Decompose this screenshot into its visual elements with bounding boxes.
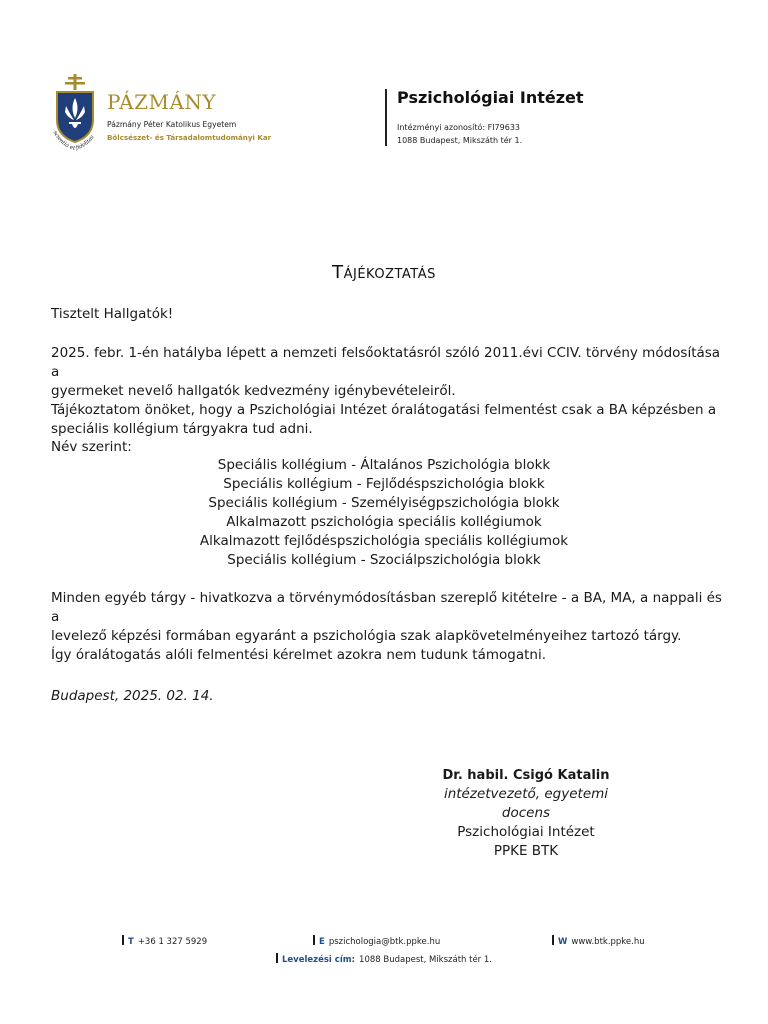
logo-motto: scientia et fidelitas [51,130,96,152]
footer-divider [122,935,124,945]
signatory-org: PPKE BTK [493,843,559,859]
course-item: Speciális kollégium - Fejlődéspszichológia blokk [223,476,545,492]
footer-divider [552,935,554,945]
course-item: Speciális kollégium - Általános Pszichológia blokk [217,457,551,473]
logo-wordmark: PÁZMÁNY [107,90,217,114]
signatory-institute: Pszichológiai Intézet [457,824,595,840]
footer-email [313,935,440,947]
document-title [0,262,768,283]
paragraph-1-line: Tájékoztatom önöket, hogy a Pszichológiai Intézet óralátogatási felmentést csak a BA képzésben a [51,402,717,418]
header-divider [385,89,387,146]
signature-block [426,766,626,861]
document-date: Budapest, 2025. 02. 14. [51,688,214,704]
logo-university: Pázmány Péter Katolikus Egyetem [107,120,237,129]
course-item: Speciális kollégium - Szociálpszichológia blokk [227,552,541,568]
course-list [0,456,768,570]
footer-phone [122,935,207,947]
institute-address: 1088 Budapest, Mikszáth tér 1. [397,136,523,145]
paragraph-1-line: gyermeket nevelő hallgatók kedvezmény igénybevételeiről. [51,383,456,399]
footer-divider [313,935,315,945]
university-logo [48,72,273,152]
title-rest: ÁJÉKOZTATÁS [343,267,436,282]
footer-mail-address [276,953,492,965]
course-item: Speciális kollégium - Személyiségpszichológia blokk [208,495,560,511]
signatory-name: Dr. habil. Csigó Katalin [442,768,610,783]
footer-divider [276,953,278,963]
university-crest-icon [48,72,108,152]
paragraph-2 [51,589,731,665]
title-initial: T [332,262,344,283]
footer-web [552,935,645,947]
course-item: Alkalmazott fejlődéspszichológia speciális kollégiumok [199,533,569,549]
paragraph-2-line: Így óralátogatás alóli felmentési kérelmet azokra nem tudunk támogatni. [51,647,546,663]
logo-faculty: Bölcsészet- és Társadalomtudományi Kar [107,133,272,142]
phone-key: T [128,937,134,947]
email-key: E [319,937,325,947]
greeting: Tisztelt Hallgatók! [51,306,174,322]
mail-address: 1088 Budapest, Mikszáth tér 1. [359,955,492,965]
paragraph-2-line: Minden egyéb tárgy - hivatkozva a törvénymódosításban szereplő kitételre - a BA, MA, a nappali és a [51,590,722,625]
mail-key: Levelezési cím: [282,955,356,965]
course-item: Alkalmazott pszichológia speciális kollégiumok [226,514,542,530]
institute-id: Intézményi azonosító: FI79633 [397,123,521,132]
phone-number: +36 1 327 5929 [137,937,208,947]
paragraph-1-line: speciális kollégium tárgyakra tud adni. [51,421,313,437]
institute-title: Pszichológiai Intézet [397,88,584,107]
paragraph-1 [51,344,731,439]
web-key: W [558,937,568,947]
by-name-label: Név szerint: [51,439,132,455]
paragraph-1-line: 2025. febr. 1-én hatályba lépett a nemzeti felsőoktatásról szóló 2011.évi CCIV. törvény módosítása a [51,345,721,380]
paragraph-2-line: levelező képzési formában egyaránt a pszichológia szak alapkövetelményeihez tartozó tárgy. [51,628,682,644]
email-link[interactable]: pszichologia@btk.ppke.hu [328,937,441,947]
web-link[interactable]: www.btk.ppke.hu [571,937,645,947]
signatory-role: intézetvezető, egyetemi docens [443,786,609,821]
